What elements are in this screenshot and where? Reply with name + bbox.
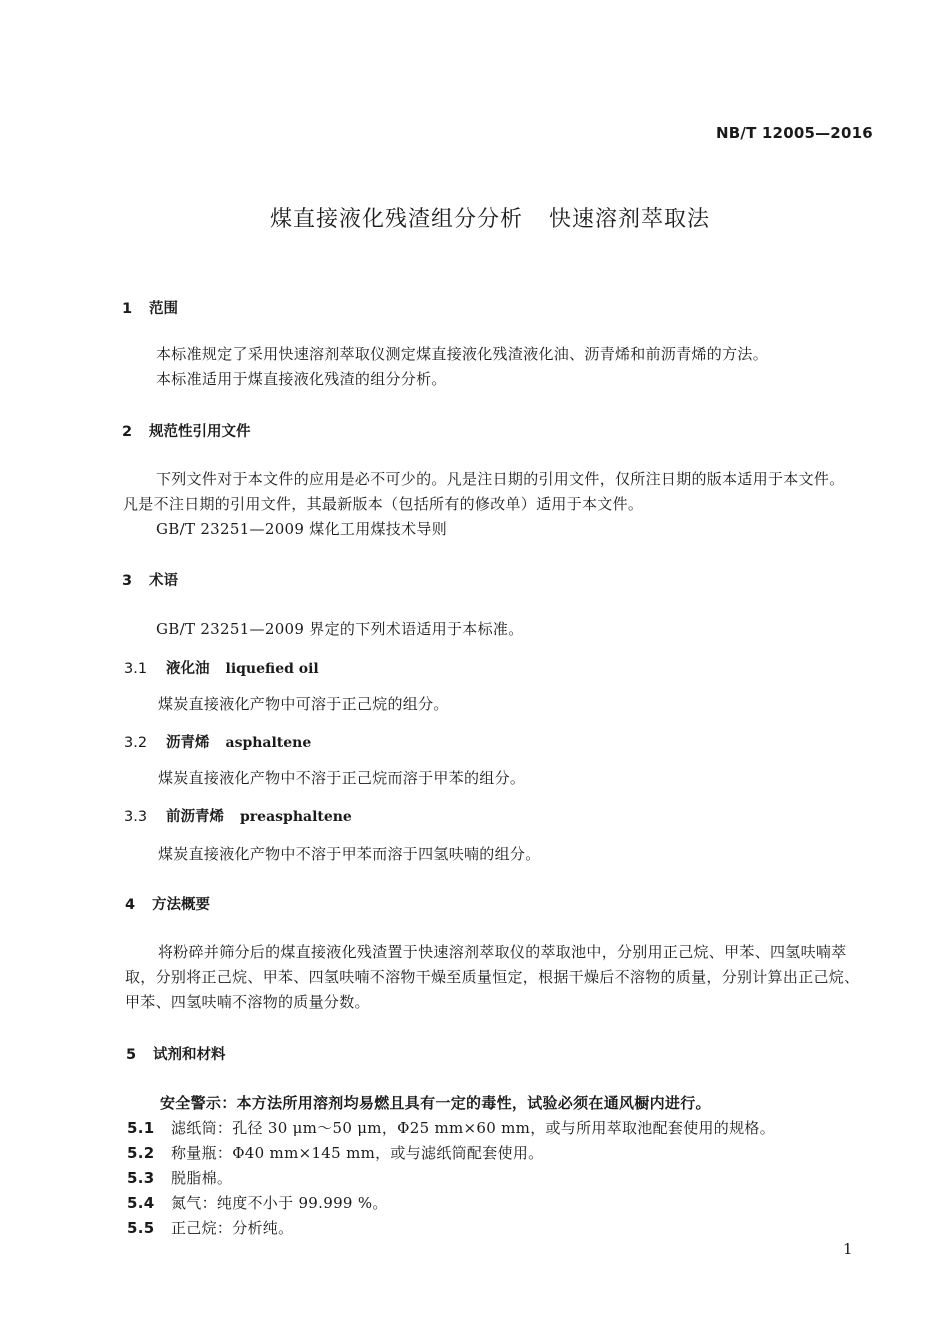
item-5-1: 5.1 滤纸筒：孔径 30 μm～50 μm，Φ25 mm×60 mm，或与所用萃取池配套使用的规格。 (127, 1119, 775, 1137)
term-3-2: 3.2 沥青烯 asphaltene (124, 735, 312, 751)
section-4-para-1: 将粉碎并筛分后的煤直接液化残渣置于快速溶剂萃取仪的萃取池中，分别用正己烷、甲苯、四氢呋喃萃取，分别将正己烷、甲苯、四氢呋喃不溶物干燥至质量恒定，根据干燥后不溶物的质量，分别计算出正己烷、甲苯、四氢呋喃不溶物的质量分数。 (125, 943, 860, 1011)
section-3-heading: 3 术语 (122, 573, 178, 589)
item-5-3: 5.3 脱脂棉。 (127, 1169, 233, 1187)
term-3-3: 3.3 前沥青烯 preasphaltene (124, 809, 352, 825)
title-part2: 快速溶剂萃取法 (549, 207, 711, 232)
document-title (0, 202, 950, 233)
section-2-reference: GB/T 23251—2009 煤化工用煤技术导则 (156, 520, 447, 538)
page-number: 1 (843, 1240, 853, 1258)
term-3-1: 3.1 液化油 liquefied oil (124, 661, 319, 677)
safety-warning: 安全警示：本方法所用溶剂均易燃且具有一定的毒性，试验必须在通风橱内进行。 (160, 1094, 711, 1112)
term-3-3-definition: 煤炭直接液化产物中不溶于甲苯而溶于四氢呋喃的组分。 (158, 845, 541, 863)
title-part1: 煤直接液化残渣组分分析 (269, 207, 523, 232)
section-1-para-2: 本标准适用于煤直接液化残渣的组分分析。 (156, 370, 447, 388)
item-5-5: 5.5 正己烷：分析纯。 (127, 1219, 294, 1237)
section-4-heading: 4 方法概要 (125, 897, 210, 913)
section-5-heading: 5 试剂和材料 (126, 1047, 226, 1063)
section-2-heading: 2 规范性引用文件 (122, 424, 251, 440)
item-5-2: 5.2 称量瓶：Φ40 mm×145 mm，或与滤纸筒配套使用。 (127, 1144, 544, 1162)
section-2-para-1: 下列文件对于本文件的应用是必不可少的。凡是注日期的引用文件，仅所注日期的版本适用于本文件。凡是不注日期的引用文件，其最新版本（包括所有的修改单）适用于本文件。 (123, 470, 845, 513)
item-5-4: 5.4 氮气：纯度不小于 99.999 %。 (127, 1194, 388, 1212)
term-3-1-definition: 煤炭直接液化产物中可溶于正己烷的组分。 (158, 695, 449, 713)
term-3-2-definition: 煤炭直接液化产物中不溶于正己烷而溶于甲苯的组分。 (158, 769, 526, 787)
standard-code: NB/T 12005—2016 (716, 124, 873, 142)
section-1-heading: 1 范围 (122, 301, 178, 317)
section-3-intro: GB/T 23251—2009 界定的下列术语适用于本标准。 (156, 620, 524, 638)
section-1-para-1: 本标准规定了采用快速溶剂萃取仪测定煤直接液化残渣液化油、沥青烯和前沥青烯的方法。 (156, 345, 769, 363)
